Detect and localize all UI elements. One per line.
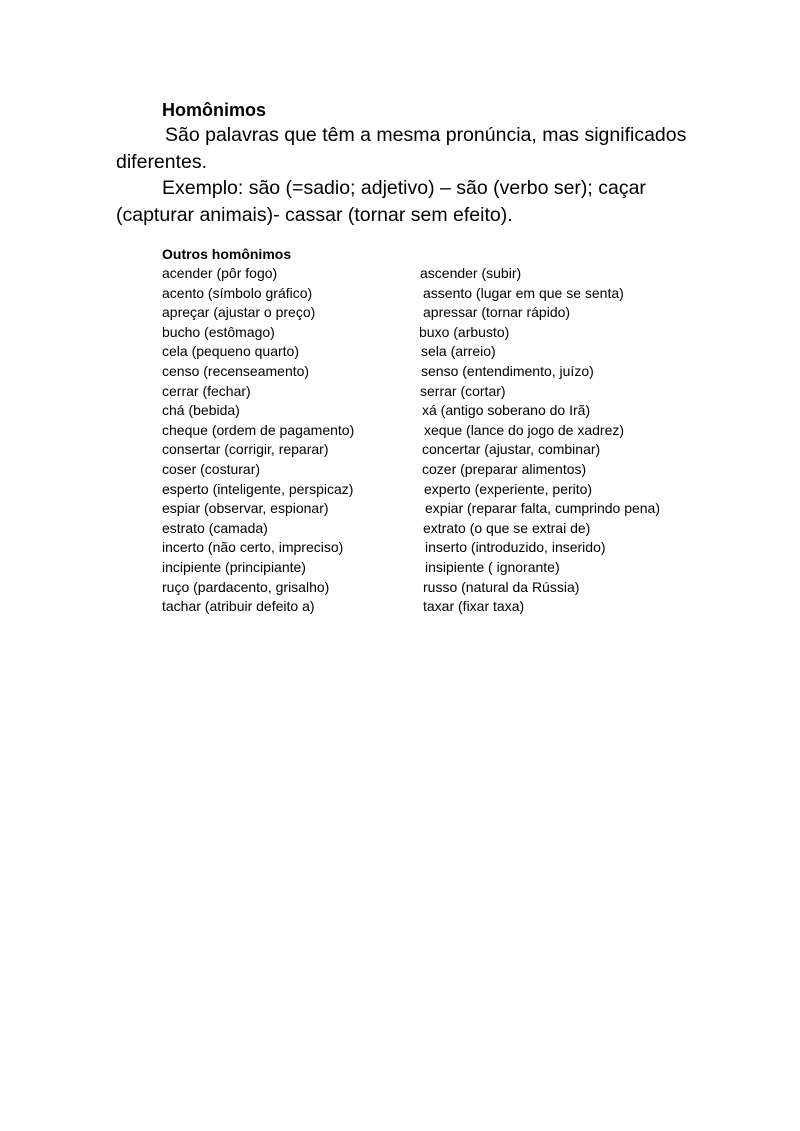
list-item-left: bucho (estômago) — [162, 323, 275, 340]
list-item — [162, 342, 722, 362]
list-item — [162, 499, 722, 519]
list-item-left: chá (bebida) — [162, 402, 240, 419]
list-item-right: xeque (lance do jogo de xadrez) — [424, 421, 625, 438]
list-item — [162, 460, 722, 480]
list-item-left: tachar (atribuir defeito a) — [162, 598, 315, 615]
list-item-left: acender (pôr fogo) — [162, 265, 278, 281]
list-item-left: apreçar (ajustar o preço) — [162, 304, 316, 321]
list-item — [162, 362, 722, 382]
list-item-right: cozer (preparar alimentos) — [422, 460, 587, 477]
list-item-right: experto (experiente, perito) — [424, 480, 593, 497]
example-line-1: Exemplo: são (=sadio; adjetivo) – são (verbo ser); caçar — [162, 177, 646, 199]
list-item — [162, 480, 722, 500]
list-item-right: ascender (subir) — [420, 265, 522, 281]
example-paragraph — [116, 175, 716, 229]
list-item-right: inserto (introduzido, inserido) — [425, 539, 606, 556]
list-item-left: coser (costurar) — [162, 460, 261, 477]
list-item — [162, 597, 722, 617]
list-item — [162, 401, 722, 421]
list-item — [162, 558, 722, 578]
list-item-left: incipiente (principiante) — [162, 558, 306, 575]
list-item — [162, 323, 722, 343]
list-item — [162, 440, 722, 460]
list-item — [162, 538, 722, 558]
list-item-right: extrato (o que se extrai de) — [423, 519, 591, 536]
list-item — [162, 303, 722, 323]
list-item-right: concertar (ajustar, combinar) — [422, 441, 601, 458]
homonyms-list — [162, 245, 722, 617]
list-item-left: estrato (camada) — [162, 519, 268, 536]
list-item — [162, 578, 722, 598]
list-item-left: espiar (observar, espionar) — [162, 500, 329, 517]
definition-paragraph — [116, 122, 716, 176]
list-item — [162, 421, 722, 441]
list-item — [162, 519, 722, 539]
list-item-left: cerrar (fechar) — [162, 382, 251, 399]
list-item-left: censo (recenseamento) — [162, 362, 310, 379]
list-item-right: senso (entendimento, juízo) — [421, 362, 594, 379]
example-line-2: (capturar animais)- cassar (tornar sem efeito). — [116, 204, 513, 226]
list-item — [162, 382, 722, 402]
list-item-left: cela (pequeno quarto) — [162, 343, 299, 360]
list-item-right: russo (natural da Rússia) — [423, 578, 580, 595]
list-item-right: buxo (arbusto) — [419, 323, 510, 340]
list-item-right: serrar (cortar) — [420, 382, 506, 399]
list-item-left: incerto (não certo, impreciso) — [162, 539, 344, 556]
list-item-right: assento (lugar em que se senta) — [423, 284, 624, 301]
list-item-left: esperto (inteligente, perspicaz) — [162, 480, 354, 497]
list-item — [162, 284, 722, 304]
list-item-left: ruço (pardacento, grisalho) — [162, 578, 330, 595]
list-item-right: taxar (fixar taxa) — [423, 598, 525, 615]
page-title: Homônimos — [162, 100, 267, 120]
list-item-right: insipiente ( ignorante) — [425, 558, 560, 575]
list-item-right: xá (antigo soberano do Irã) — [422, 402, 591, 419]
list-item-right: apressar (tornar rápido) — [423, 304, 571, 321]
list-item-left: consertar (corrigir, reparar) — [162, 441, 329, 458]
list-item-right: expiar (reparar falta, cumprindo pena) — [425, 500, 661, 517]
definition-line-2: diferentes. — [116, 151, 208, 173]
list-item-left: cheque (ordem de pagamento) — [162, 421, 355, 438]
list-item-right: sela (arreio) — [421, 343, 496, 360]
list-item — [162, 264, 722, 284]
list-item-left: acento (símbolo gráfico) — [162, 284, 313, 301]
definition-line-1: São palavras que têm a mesma pronúncia, mas significados — [165, 124, 687, 146]
list-title: Outros homônimos — [162, 246, 292, 262]
